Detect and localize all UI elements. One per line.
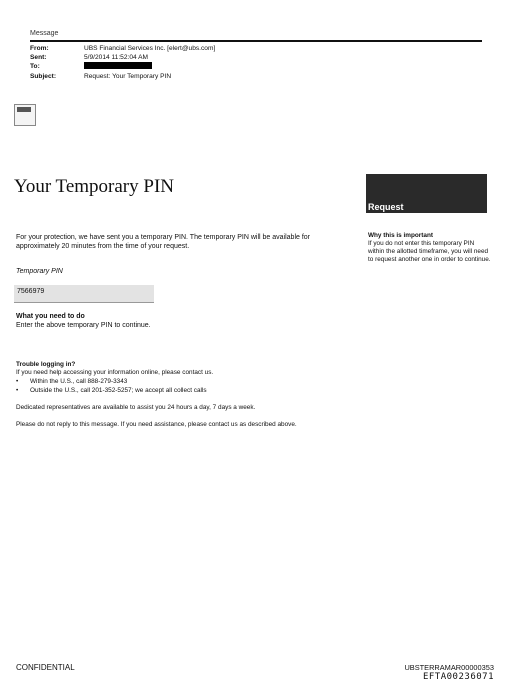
header-subject-row xyxy=(30,72,171,81)
availability-note: Dedicated representatives are available to assist you 24 hours a day, 7 days a week. xyxy=(16,404,256,411)
sidebar-heading: Why this is important xyxy=(368,232,433,239)
sent-key: Sent: xyxy=(30,54,47,61)
from-key: From: xyxy=(30,45,49,52)
sent-value: 5/9/2014 11:52:04 AM xyxy=(84,54,149,61)
from-value[interactable]: UBS Financial Services Inc. [elert@ubs.com] xyxy=(84,45,216,52)
intro-paragraph: For your protection, we have sent you a temporary PIN. The temporary PIN will be available for approximately 20 minutes from the time of your request. xyxy=(16,234,311,250)
bates-number: UBSTERRAMAR00000353 xyxy=(404,663,494,672)
pin-label: Temporary PIN xyxy=(16,268,63,275)
contact-outside-us: Outside the U.S., call 201-352-5257; we accept all collect calls xyxy=(30,386,207,394)
todo-body: Enter the above temporary PIN to continue. xyxy=(16,322,151,329)
list-item xyxy=(16,378,207,387)
email-title: Your Temporary PIN xyxy=(14,176,174,197)
header-to-row xyxy=(30,62,152,71)
sidebar-body: If you do not enter this temporary PIN within the allotted timeframe, you will need to request another one in order to continue. xyxy=(368,240,491,263)
request-banner-label: Request xyxy=(368,202,404,212)
trouble-body: If you need help accessing your information online, please contact us. xyxy=(16,369,214,376)
contact-list xyxy=(16,378,207,395)
bullet-icon: • xyxy=(16,386,19,394)
to-key: To: xyxy=(30,63,40,70)
efta-number: EFTA00236071 xyxy=(422,672,494,682)
header-divider xyxy=(30,40,482,42)
contact-us: Within the U.S., call 888-279-3343 xyxy=(30,378,128,385)
todo-heading: What you need to do xyxy=(16,313,85,320)
image-placeholder-mark xyxy=(17,107,31,112)
no-reply-note: Please do not reply to this message. If you need assistance, please contact us as described above. xyxy=(16,421,297,428)
request-banner xyxy=(366,174,487,213)
pin-box xyxy=(14,285,154,303)
broken-image-icon xyxy=(14,104,36,126)
header-from-row xyxy=(30,44,215,53)
trouble-heading: Trouble logging in? xyxy=(16,361,76,368)
confidential-stamp: CONFIDENTIAL xyxy=(16,663,75,672)
header-sent-row xyxy=(30,53,148,62)
redacted-recipient xyxy=(84,62,152,69)
subject-key: Subject: xyxy=(30,73,57,80)
subject-value: Request: Your Temporary PIN xyxy=(84,73,172,80)
pin-value: 7566979 xyxy=(17,288,45,295)
bullet-icon: • xyxy=(16,378,19,385)
list-item xyxy=(16,387,207,396)
message-label: Message xyxy=(30,30,59,37)
